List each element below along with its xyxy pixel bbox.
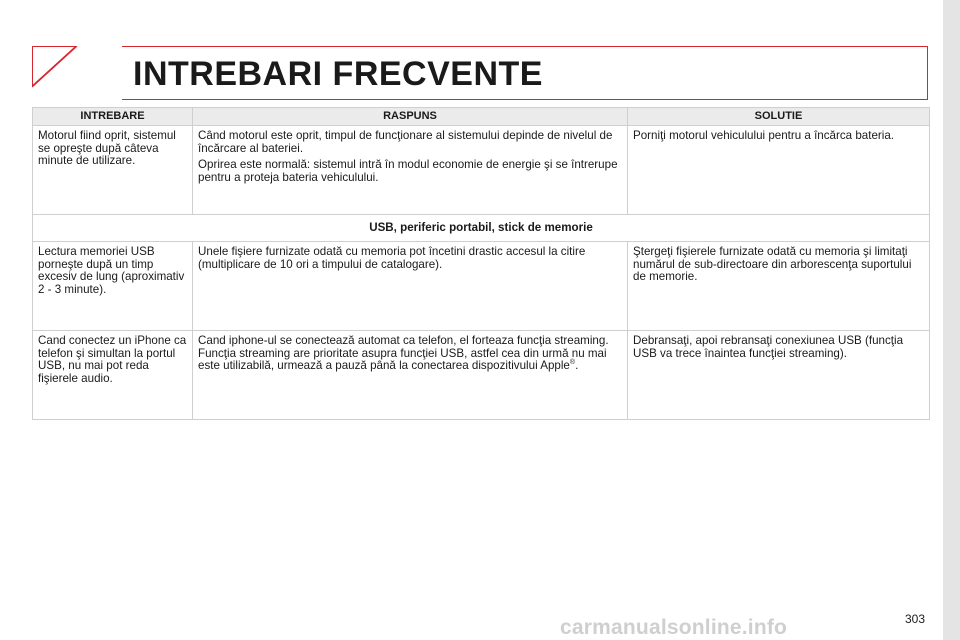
answer-cell: Unele fişiere furnizate odată cu memoria pot încetini drastic accesul la citire (multiplicare de 10 ori a timpului de catalogare). bbox=[193, 242, 628, 331]
question-cell: Cand conectez un iPhone ca telefon şi simultan la portul USB, nu mai pot reda fişierele audio. bbox=[33, 331, 193, 420]
question-cell: Motorul fiind oprit, sistemul se opreşte după câteva minute de utilizare. bbox=[33, 126, 193, 215]
page-title: INTREBARI FRECVENTE bbox=[133, 55, 543, 93]
answer-paragraph: Când motorul este oprit, timpul de funcţionare al sistemului depinde de nivelul de încărcare al bateriei. bbox=[198, 129, 613, 155]
faq-table bbox=[32, 107, 930, 420]
table-row bbox=[33, 126, 930, 215]
section-title: USB, periferic portabil, stick de memorie bbox=[33, 215, 930, 242]
page-number: 303 bbox=[905, 612, 926, 626]
answer-cell bbox=[193, 331, 628, 420]
page-side-band bbox=[943, 0, 960, 640]
answer-text-end: . bbox=[575, 359, 579, 372]
answer-text: Cand iphone-ul se conectează automat ca telefon, el forteaza funcţia streaming. Funcţia streaming are prioritate asupra funcţiei USB, astfel cea din urmă nu mai este utilizabilă, urmează a pauză până la conectarea dispozitivului Apple bbox=[198, 334, 609, 372]
table-row bbox=[33, 242, 930, 331]
registered-mark: ® bbox=[569, 359, 576, 367]
solution-cell: Ştergeţi fişierele furnizate odată cu memoria şi limitaţi numărul de sub-directoare din arborescenţa suportului de memorie. bbox=[628, 242, 930, 331]
answer-paragraph: Oprirea este normală: sistemul intră în modul economie de energie şi se întrerupe pentru a proteja bateria vehiculului. bbox=[198, 158, 618, 184]
section-header-row bbox=[33, 215, 930, 242]
table-row bbox=[33, 331, 930, 420]
column-header-solution: SOLUTIE bbox=[628, 108, 930, 126]
question-cell: Lectura memoriei USB porneşte după un timp excesiv de lung (aproximativ 2 - 3 minute). bbox=[33, 242, 193, 331]
answer-cell bbox=[193, 126, 628, 215]
solution-cell: Porniţi motorul vehiculului pentru a încărca bateria. bbox=[628, 126, 930, 215]
solution-cell: Debransaţi, apoi rebransaţi conexiunea USB (funcţia USB va trece înaintea funcţiei streaming). bbox=[628, 331, 930, 420]
column-header-question: INTREBARE bbox=[33, 108, 193, 126]
title-corner-decoration bbox=[32, 46, 122, 100]
table-header-row bbox=[33, 108, 930, 126]
watermark-text[interactable]: carmanualsonline.info bbox=[560, 616, 788, 639]
column-header-answer: RASPUNS bbox=[193, 108, 628, 126]
